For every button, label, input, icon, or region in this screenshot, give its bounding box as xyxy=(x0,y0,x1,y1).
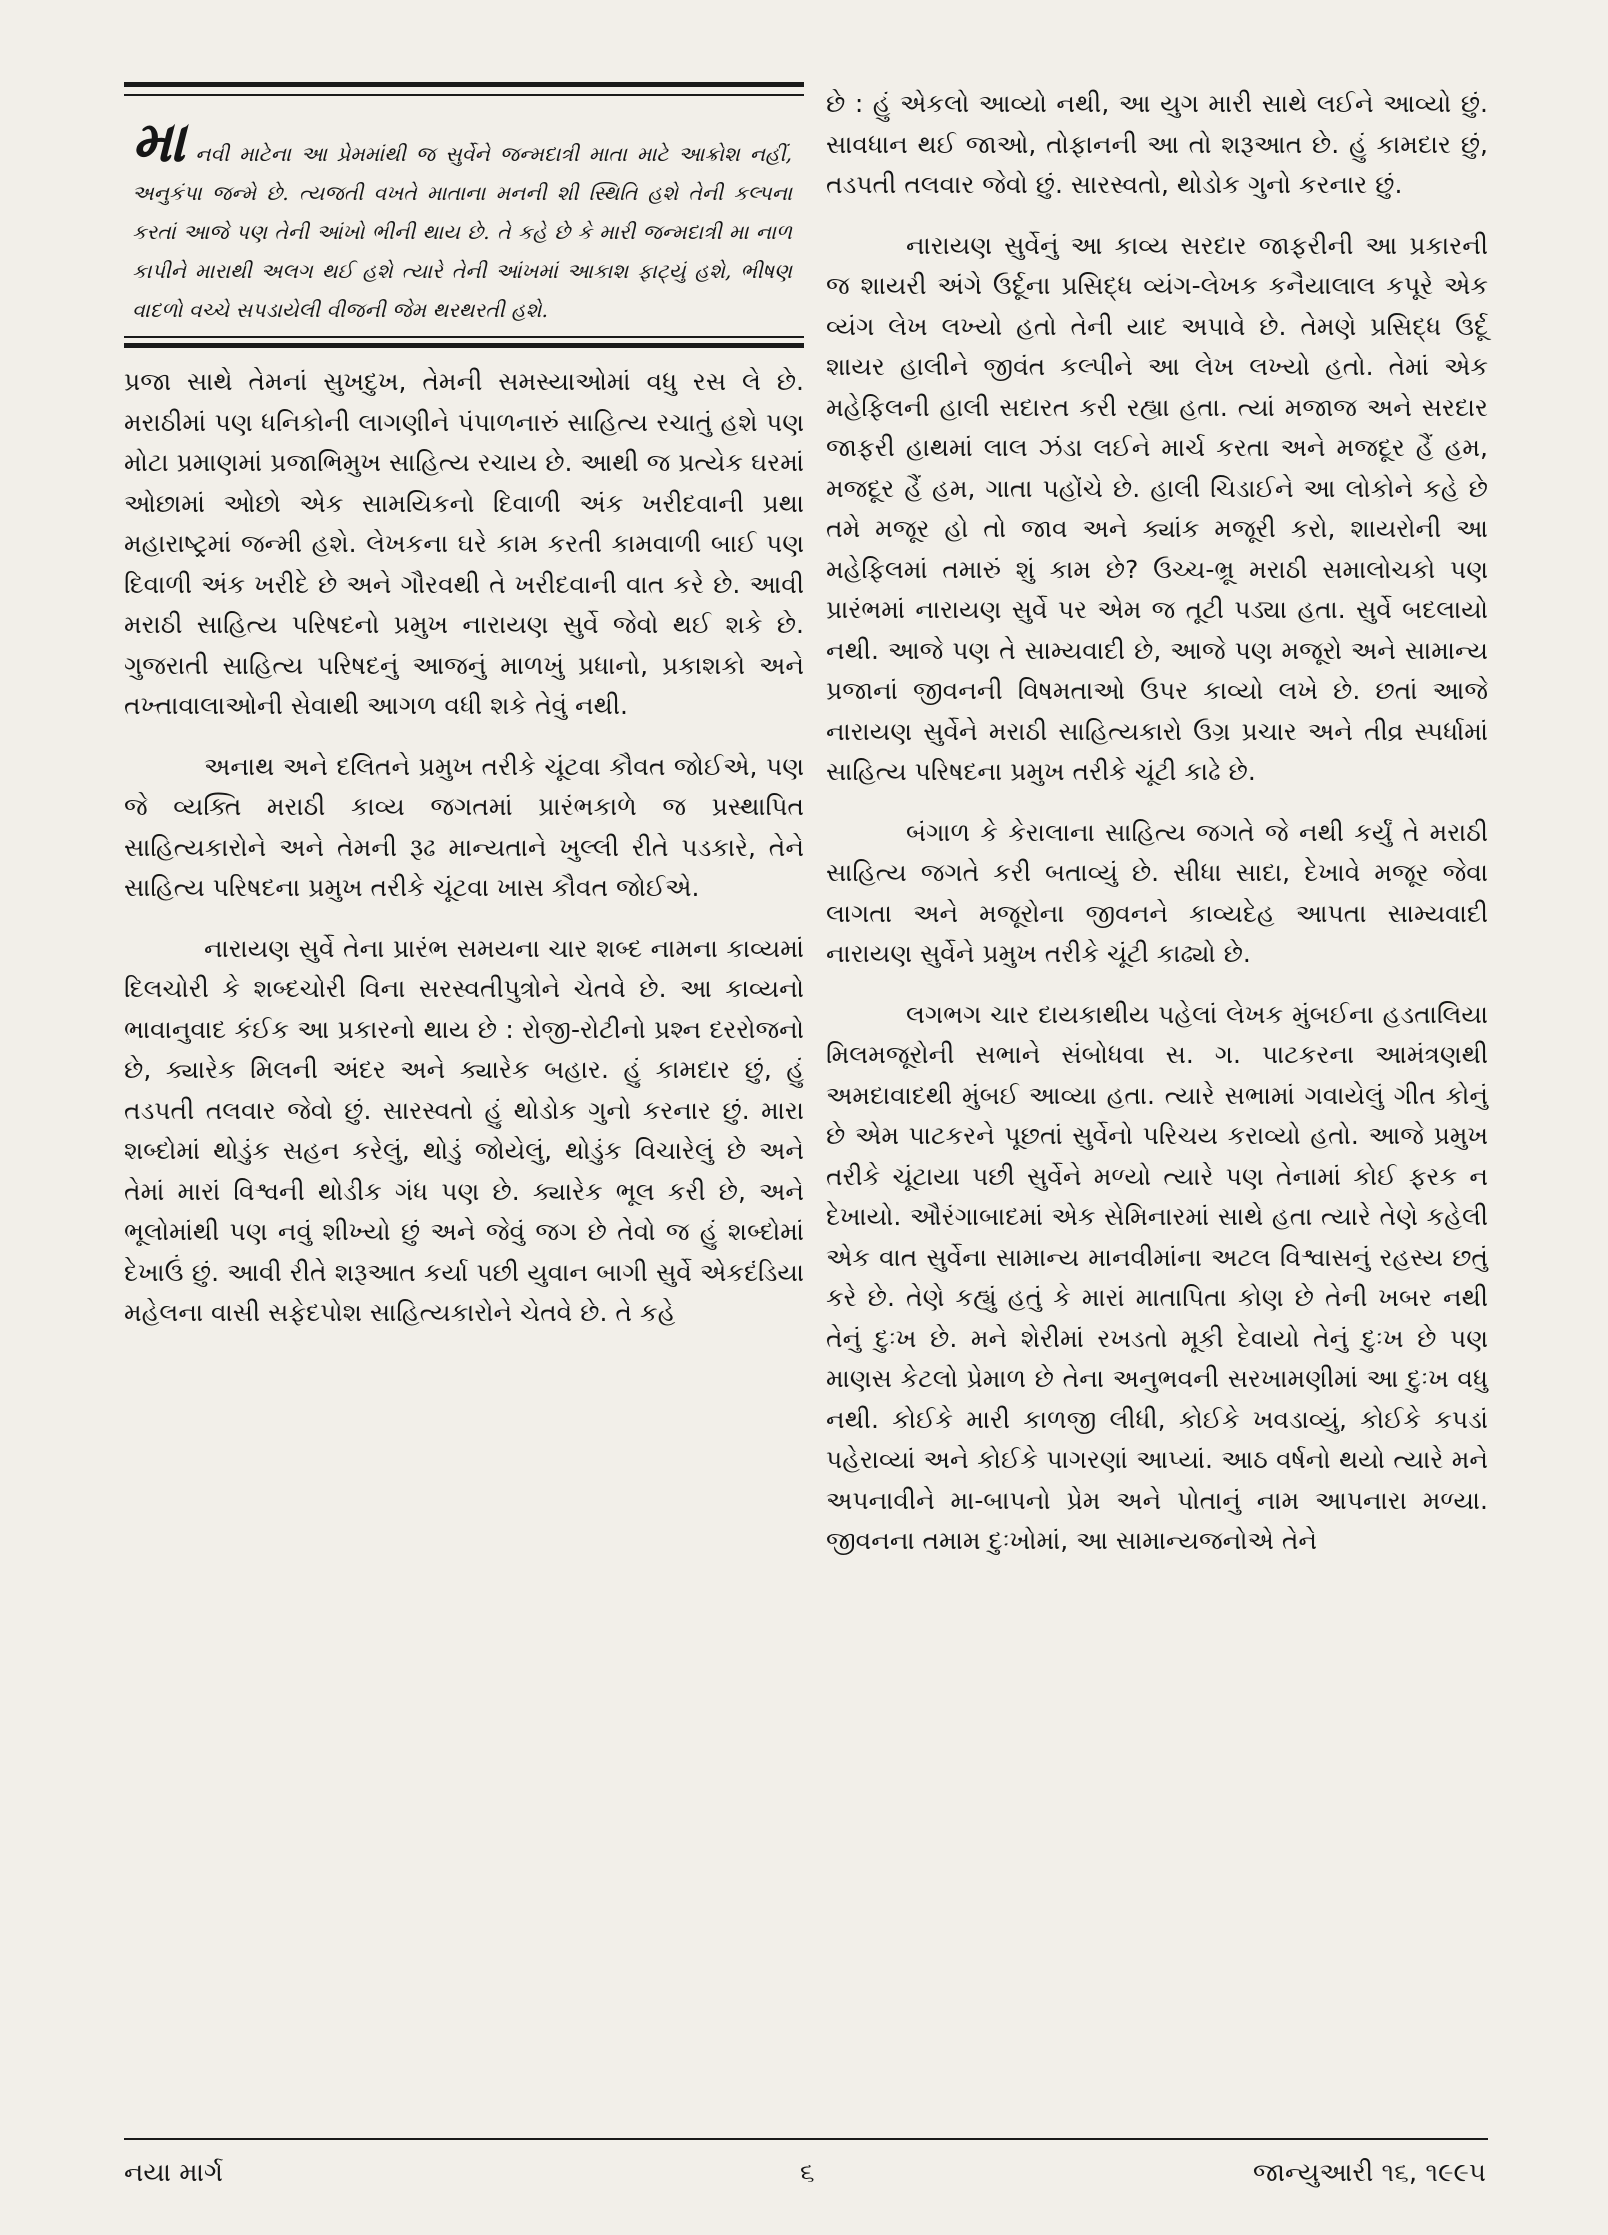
right-paragraph: બંગાળ કે કેરાલાના સાહિત્ય જગતે જે નથી કર્યું તે મરાઠી સાહિત્ય જગતે કરી બતાવ્યું છે. સીધા સાદા, દેખાવે મજૂર જેવા લાગતા અને મજૂરોના જીવનને કાવ્યદેહ આપતા સામ્યવાદી નારાયણ સુર્વેને પ્રમુખ તરીકે ચૂંટી કાઢ્યો છે. xyxy=(826,817,1488,968)
left-paragraph: પ્રજા સાથે તેમનાં સુખદુખ, તેમની સમસ્યાઓમાં વધુ રસ લે છે. મરાઠીમાં પણ ધનિકોની લાગણીને પંપાળનારું સાહિત્ય રચાતું હશે પણ મોટા પ્રમાણમાં પ્રજાભિમુખ સાહિત્ય રચાય છે. આથી જ પ્રત્યેક ઘરમાં ઓછામાં ઓછો એક સામયિકનો દિવાળી અંક ખરીદવાની પ્રથા મહારાષ્ટ્રમાં જન્મી હશે. લેખકના ઘરે કામ કરતી કામવાળી બાઈ પણ દિવાળી અંક ખરીદે છે અને ગૌરવથી તે ખરીદવાની વાત કરે છે. આવી મરાઠી સાહિત્ય પરિષદનો પ્રમુખ નારાયણ સુર્વે જેવો થઈ શકે છે. ગુજરાતી સાહિત્ય પરિષદનું આજનું માળખું પ્રધાનો, પ્રકાશકો અને તખ્તાવાલાઓની સેવાથી આગળ વધી શકે તેવું નથી. xyxy=(124,367,804,720)
footer-rule xyxy=(124,2138,1488,2140)
pull-quote-drop-word: મા xyxy=(132,109,186,175)
footer-date: જાન્યુઆરી ૧૬, ૧૯૯૫ xyxy=(1252,2158,1486,2188)
left-column xyxy=(124,362,804,1354)
pullquote-top-rule-thin xyxy=(124,94,804,96)
right-paragraph: નારાયણ સુર્વેનું આ કાવ્ય સરદાર જાફરીની આ પ્રકારની જ શાયરી અંગે ઉર્દૂના પ્રસિદ્ધ વ્યંગ-લેખક કનૈયાલાલ કપૂરે એક વ્યંગ લેખ લખ્યો હતો તેની યાદ અપાવે છે. તેમણે પ્રસિદ્ધ ઉર્દૂ શાયર હાલીને જીવંત કલ્પીને આ લેખ લખ્યો હતો. તેમાં એક મહેફિલની હાલી સદારત કરી રહ્યા હતા. ત્યાં મજાજ અને સરદાર જાફરી હાથમાં લાલ ઝંડા લઈને માર્ચ કરતા અને મજદૂર હૈં હમ, મજદૂર હૈં હમ, ગાતા પહોંચે છે. હાલી ચિડાઈને આ લોકોને કહે છે તમે મજૂર હો તો જાવ અને ક્યાંક મજૂરી કરો, શાયરોની આ મહેફિલમાં તમારું શું કામ છે? ઉચ્ચ-ભ્રૂ મરાઠી સમાલોચકો પણ પ્રારંભમાં નારાયણ સુર્વે પર એમ જ તૂટી પડ્યા હતા. સુર્વે બદલાયો નથી. આજે પણ તે સામ્યવાદી છે, આજે પણ મજૂરો અને સામાન્ય પ્રજાનાં જીવનની વિષમતાઓ ઉપર કાવ્યો લખે છે. છતાં આજે નારાયણ સુર્વેને મરાઠી સાહિત્યકારો ઉગ્ર પ્રચાર અને તીવ્ર સ્પર્ધામાં સાહિત્ય પરિષદના પ્રમુખ તરીકે ચૂંટી કાઢે છે. xyxy=(826,230,1488,786)
right-paragraph: લગભગ ચાર દાયકાથીય પહેલાં લેખક મુંબઈના હડતાલિયા મિલમજૂરોની સભાને સંબોધવા સ. ગ. પાટકરના આમંત્રણથી અમદાવાદથી મુંબઈ આવ્યા હતા. ત્યારે સભામાં ગવાયેલું ગીત કોનું છે એમ પાટકરને પૂછતાં સુર્વેનો પરિચય કરાવ્યો હતો. આજે પ્રમુખ તરીકે ચૂંટાયા પછી સુર્વેને મળ્યો ત્યારે પણ તેનામાં કોઈ ફરક ન દેખાયો. ઔરંગાબાદમાં એક સેમિનારમાં સાથે હતા ત્યારે તેણે કહેલી એક વાત સુર્વેના સામાન્ય માનવીમાંના અટલ વિશ્વાસનું રહસ્ય છતું કરે છે. તેણે કહ્યું હતું કે મારાં માતાપિતા કોણ છે તેની ખબર નથી તેનું દુઃખ છે. મને શેરીમાં રખડતો મૂકી દેવાયો તેનું દુઃખ છે પણ માણસ કેટલો પ્રેમાળ છે તેના અનુભવની સરખામણીમાં આ દુઃખ વધુ નથી. કોઈકે મારી કાળજી લીધી, કોઈકે ખવડાવ્યું, કોઈકે કપડાં પહેરાવ્યાં અને કોઈકે પાગરણાં આપ્યાં. આઠ વર્ષનો થયો ત્યારે મને અપનાવીને મા-બાપનો પ્રેમ અને પોતાનું નામ આપનારા મળ્યા. જીવનના તમામ દુઃખોમાં, આ સામાન્યજનોએ તેને xyxy=(826,999,1488,1555)
footer-page-number: ૬ xyxy=(800,2158,815,2188)
right-column xyxy=(826,84,1488,1582)
pullquote-bottom-rule xyxy=(124,343,804,348)
pull-quote xyxy=(132,109,792,330)
left-paragraph: અનાથ અને દલિતને પ્રમુખ તરીકે ચૂંટવા કૌવત જોઈએ, પણ જે વ્યક્તિ મરાઠી કાવ્ય જગતમાં પ્રારંભકાળે જ પ્રસ્થાપિત સાહિત્યકારોને અને તેમની રૂઢ માન્યતાને ખુલ્લી રીતે પડકારે, તેને સાહિત્ય પરિષદના પ્રમુખ તરીકે ચૂંટવા ખાસ કૌવત જોઈએ. xyxy=(124,751,804,902)
pullquote-top-rule xyxy=(124,82,804,87)
pull-quote-text: નવી માટેના આ પ્રેમમાંથી જ સુર્વેને જન્મદાત્રી માતા માટે આક્રોશ નહીં, અનુકંપા જન્મે છે. ત્યજતી વખતે માતાના મનની શી સ્થિતિ હશે તેની કલ્પના કરતાં આજે પણ તેની આંખો ભીની થાય છે. તે કહે છે કે મારી જન્મદાત્રી મા નાળ કાપીને મારાથી અલગ થઈ હશે ત્યારે તેની આંખમાં આકાશ ફાટ્યું હશે, ભીષણ વાદળો વચ્ચે સપડાયેલી વીજની જેમ થરથરતી હશે. xyxy=(132,142,792,322)
footer-publication: નયા માર્ગ xyxy=(124,2158,224,2188)
left-paragraph: નારાયણ સુર્વે તેના પ્રારંભ સમયના ચાર શબ્દ નામના કાવ્યમાં દિલચોરી કે શબ્દચોરી વિના સરસ્વતીપુત્રોને ચેતવે છે. આ કાવ્યનો ભાવાનુવાદ કંઈક આ પ્રકારનો થાય છે : રોજી-રોટીનો પ્રશ્ન દરરોજનો છે, ક્યારેક મિલની અંદર અને ક્યારેક બહાર. હું કામદાર છું, હું તડપતી તલવાર જેવો છું. સારસ્વતો હું થોડોક ગુનો કરનાર છું. મારા શબ્દોમાં થોડુંક સહન કરેલું, થોડું જોયેલું, થોડુંક વિચારેલું છે અને તેમાં મારાં વિશ્વની થોડીક ગંધ પણ છે. ક્યારેક ભૂલ કરી છે, અને ભૂલોમાંથી પણ નવું શીખ્યો છું અને જેવું જગ છે તેવો જ હું શબ્દોમાં દેખાઉં છું. આવી રીતે શરૂઆત કર્યા પછી યુવાન બાગી સુર્વે એકદંડિયા મહેલના વાસી સફેદપોશ સાહિત્યકારોને ચેતવે છે. તે કહે xyxy=(124,933,804,1327)
right-paragraph: છે : હું એકલો આવ્યો નથી, આ યુગ મારી સાથે લઈને આવ્યો છું. સાવધાન થઈ જાઓ, તોફાનની આ તો શરૂઆત છે. હું કામદાર છું, તડપતી તલવાર જેવો છું. સારસ્વતો, થોડોક ગુનો કરનાર છું. xyxy=(826,89,1488,199)
pullquote-bottom-rule-thin xyxy=(124,336,804,338)
